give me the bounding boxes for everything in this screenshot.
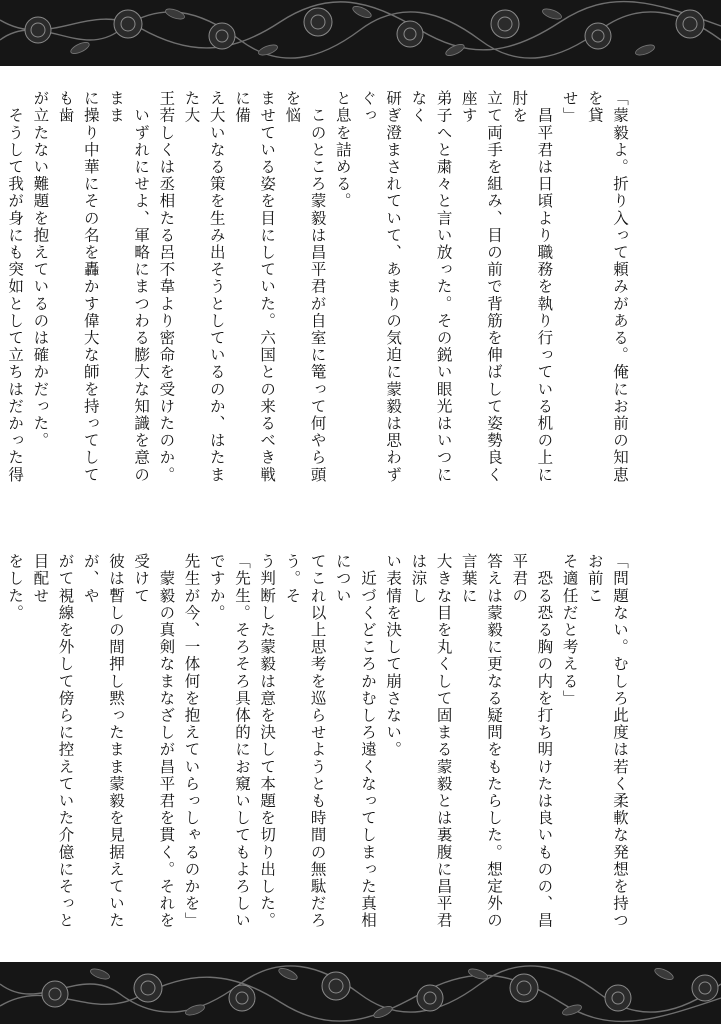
floral-pattern-icon <box>0 962 721 1024</box>
text-line <box>0 553 2 941</box>
text-line: そうして我が身にも突如として立ちはだかった得 <box>6 107 25 484</box>
floral-pattern-icon <box>0 0 721 66</box>
text-line: がて視線を外して傍らに控えていた介億にそっと目配せ <box>31 553 75 930</box>
text-line: をした。 <box>6 553 25 622</box>
bottom-floral-border <box>0 962 721 1024</box>
text-line: 「先生。そろそろ具体的にお窺いしてもよろしいですか。 <box>207 553 251 930</box>
text-line: 近づくどころかむしろ遠くなってしまった真相につい <box>333 553 377 930</box>
text-line: と息を詰める。 <box>333 90 352 210</box>
text-line: 弟子へと粛々と言い放った。その鋭い眼光はいつになく <box>409 90 453 484</box>
text-line: てこれ以上思考を巡らせようとも時間の無駄だろう。そ <box>283 553 327 930</box>
top-floral-border <box>0 0 721 66</box>
text-line: せ」 <box>560 90 579 125</box>
text-line: 昌平君は日頃より職務を執り行っている机の上に肘を <box>510 90 554 484</box>
text-line: 先生が今、一体何を抱えていらっしゃるのかを」 <box>182 553 201 930</box>
text-line: 答えは蒙毅に更なる疑問をもたらした。想定外の言葉に <box>459 553 503 930</box>
text-line: 彼は暫しの間押し黙ったまま蒙毅を見据えていたが、や <box>81 553 125 930</box>
text-line: 「蒙毅よ。折り入って頼みがある。俺にお前の知恵を貸 <box>585 90 629 484</box>
text-line: このところ蒙毅は昌平君が自室に篭って何やら頭を悩 <box>283 90 327 484</box>
text-line: が立たない難題を抱えているのは確かだった。 <box>31 90 50 450</box>
text-line: に操り中華にその名を轟かす偉大な師を持ってしても歯 <box>56 90 100 484</box>
text-line: 立て両手を組み、目の前で背筋を伸ばして姿勢良く座す <box>459 90 503 484</box>
text-line: い表情を決して崩さない。 <box>384 553 403 759</box>
text-line: 王若しくは丞相たる呂不韋より密命を受けたのか。 <box>157 90 176 484</box>
text-line: そ適任だと考える」 <box>560 553 579 707</box>
text-line: 恐る恐る胸の内を打ち明けたは良いものの、昌平君の <box>510 553 554 930</box>
text-line: 蒙毅の真剣なまなざしが昌平君を貫く。それを受けて <box>132 553 176 930</box>
text-line: 研ぎ澄まされていて、あまりの気迫に蒙毅は思わずぐっ <box>358 90 403 484</box>
lower-text-block <box>6 553 632 941</box>
text-line: ませている姿を目にしていた。六国との来るべき戦に備 <box>232 90 277 484</box>
upper-text-block <box>6 90 632 500</box>
text-line: え大いなる策を生み出そうとしているのか、はたまた大 <box>182 90 226 484</box>
text-line: う判断した蒙毅は意を決して本題を切り出した。 <box>258 553 277 930</box>
text-line: 大きな目を丸くして固まる蒙毅とは裏腹に昌平君は涼し <box>409 553 453 930</box>
text-line: 「問題ない。むしろ此度は若く柔軟な発想を持つお前こ <box>585 553 629 930</box>
text-line: いずれにせよ、軍略にまつわる膨大な知識を意のまま <box>106 90 151 484</box>
